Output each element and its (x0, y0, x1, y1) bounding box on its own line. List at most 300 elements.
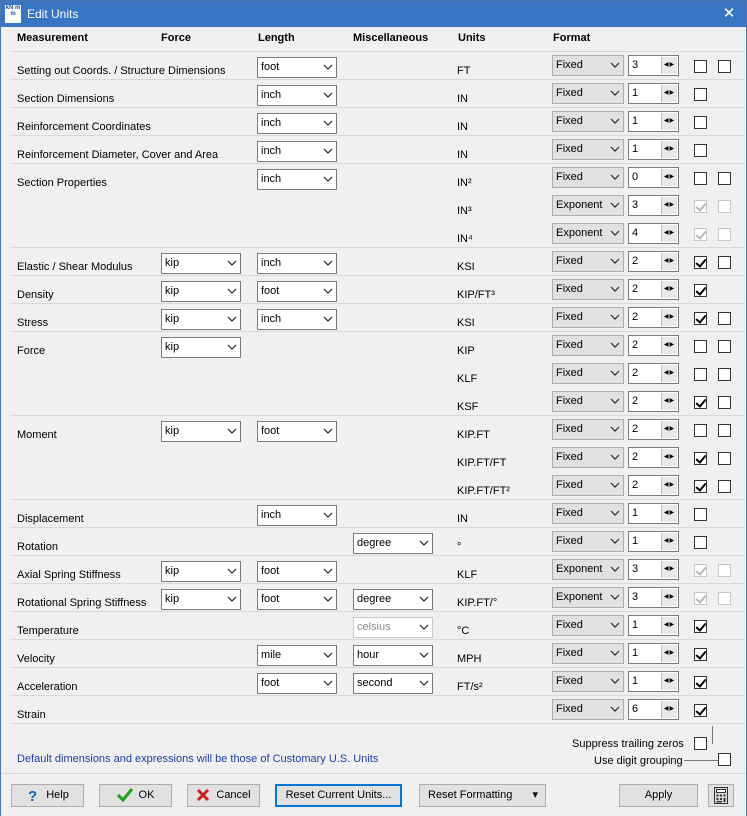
row-separator (10, 527, 745, 528)
precision-value: 1 (632, 675, 639, 687)
measurement-label: Force (17, 345, 46, 357)
precision-spinner[interactable] (628, 251, 679, 272)
precision-spinner[interactable] (628, 195, 679, 216)
measurement-label: Axial Spring Stiffness (17, 569, 121, 581)
suppress-zeros-checkbox[interactable] (694, 648, 707, 661)
format-value: Fixed (556, 367, 583, 379)
x-icon (196, 788, 210, 802)
format-value: Fixed (556, 339, 583, 351)
suppress-zeros-checkbox[interactable] (694, 88, 707, 101)
measurement-label: Section Dimensions (17, 93, 115, 105)
spinner-arrows-icon[interactable]: ◀▶ (661, 617, 677, 634)
precision-spinner[interactable] (628, 279, 679, 300)
measurement-label: Displacement (17, 513, 84, 525)
suppress-zeros-checkbox[interactable] (694, 340, 707, 353)
force-dropdown[interactable] (161, 253, 241, 274)
format-dropdown[interactable] (552, 419, 624, 440)
precision-value: 2 (632, 451, 639, 463)
suppress-zeros-checkbox[interactable] (694, 116, 707, 129)
format-dropdown[interactable] (552, 279, 624, 300)
suppress-zeros-checkbox[interactable] (694, 368, 707, 381)
row-separator (10, 303, 745, 304)
length-dropdown-value: inch (261, 145, 282, 157)
format-value: Fixed (556, 283, 583, 295)
force-dropdown-value: kip (165, 341, 180, 353)
measurement-label: Elastic / Shear Modulus (17, 261, 133, 273)
format-dropdown[interactable] (552, 615, 624, 636)
suppress-zeros-checkbox[interactable] (694, 144, 707, 157)
length-dropdown-value: foot (261, 285, 280, 297)
precision-value: 3 (632, 563, 639, 575)
precision-spinner[interactable] (628, 167, 679, 188)
format-dropdown[interactable] (552, 167, 624, 188)
spinner-arrows-icon[interactable]: ◀▶ (661, 85, 677, 102)
spinner-arrows-icon[interactable]: ◀▶ (661, 281, 677, 298)
header-separator (10, 51, 745, 52)
force-dropdown-value: kip (165, 285, 180, 297)
option-bracket (712, 726, 713, 744)
grid-bottom-separator (10, 723, 745, 724)
misc-dropdown[interactable] (353, 589, 433, 610)
spinner-arrows-icon[interactable]: ◀▶ (661, 645, 677, 662)
length-dropdown[interactable] (257, 281, 337, 302)
precision-spinner[interactable] (628, 475, 679, 496)
precision-value: 3 (632, 591, 639, 603)
measurement-label: Reinforcement Coordinates (17, 121, 151, 133)
unit-label: IN (457, 149, 468, 161)
measurement-label: Reinforcement Diameter, Cover and Area (17, 149, 219, 161)
app-icon: kN m m (5, 5, 21, 23)
header-miscellaneous: Miscellaneous (353, 32, 429, 44)
suppress-zeros-checkbox[interactable] (694, 704, 707, 717)
reset-formatting-label: Reset Formatting (428, 789, 513, 801)
length-dropdown-value: inch (261, 89, 282, 101)
length-dropdown[interactable] (257, 421, 337, 442)
spinner-arrows-icon[interactable]: ◀▶ (661, 365, 677, 382)
precision-spinner[interactable] (628, 83, 679, 104)
precision-spinner[interactable] (628, 587, 679, 608)
format-dropdown[interactable] (552, 587, 624, 608)
format-value: Exponent (556, 591, 603, 603)
precision-value: 1 (632, 507, 639, 519)
apply-button[interactable]: Apply (619, 784, 698, 807)
spinner-arrows-icon[interactable]: ◀▶ (661, 589, 677, 606)
measurement-label: Temperature (17, 625, 79, 637)
force-dropdown-value: kip (165, 313, 180, 325)
measurement-label: Acceleration (17, 681, 78, 693)
cancel-label: Cancel (216, 789, 251, 801)
format-dropdown[interactable] (552, 391, 624, 412)
spinner-arrows-icon[interactable]: ◀▶ (661, 253, 677, 270)
unit-label: KIP.FT/° (457, 597, 498, 609)
spinner-arrows-icon[interactable]: ◀▶ (661, 421, 677, 438)
unit-label: KSI (457, 317, 475, 329)
suppress-trailing-zeros-label: Suppress trailing zeros (572, 738, 684, 750)
precision-value: 1 (632, 87, 639, 99)
misc-dropdown (353, 617, 433, 638)
precision-spinner[interactable] (628, 447, 679, 468)
measurement-label: Setting out Coords. / Structure Dimensions (17, 65, 226, 77)
format-dropdown[interactable] (552, 223, 624, 244)
format-dropdown[interactable] (552, 699, 624, 720)
format-value: Fixed (556, 703, 583, 715)
format-dropdown[interactable] (552, 671, 624, 692)
precision-value: 1 (632, 619, 639, 631)
format-dropdown[interactable] (552, 83, 624, 104)
precision-value: 6 (632, 703, 639, 715)
precision-value: 1 (632, 115, 639, 127)
close-icon[interactable]: ✕ (722, 5, 736, 22)
length-dropdown-value: inch (261, 509, 282, 521)
row-separator (10, 583, 745, 584)
format-dropdown[interactable] (552, 111, 624, 132)
format-value: Fixed (556, 143, 583, 155)
digit-grouping-checkbox[interactable] (718, 480, 731, 493)
unit-label: KLF (457, 373, 478, 385)
unit-label: FT/s² (457, 681, 483, 693)
precision-value: 1 (632, 143, 639, 155)
precision-value: 4 (632, 227, 639, 239)
precision-value: 2 (632, 367, 639, 379)
format-value: Exponent (556, 227, 603, 239)
precision-spinner[interactable] (628, 139, 679, 160)
measurement-label: Stress (17, 317, 49, 329)
unit-label: ° (457, 541, 462, 553)
format-dropdown[interactable] (552, 251, 624, 272)
unit-label: KLF (457, 569, 478, 581)
use-digit-grouping-label: Use digit grouping (594, 755, 683, 767)
suppress-zeros-checkbox[interactable] (694, 536, 707, 549)
length-dropdown[interactable] (257, 309, 337, 330)
precision-spinner[interactable] (628, 699, 679, 720)
suppress-zeros-checkbox[interactable] (694, 480, 707, 493)
format-value: Exponent (556, 199, 603, 211)
precision-value: 1 (632, 535, 639, 547)
precision-spinner[interactable] (628, 223, 679, 244)
unit-label: °C (457, 625, 470, 637)
unit-label: KIP.FT/FT² (457, 485, 510, 497)
precision-spinner[interactable] (628, 111, 679, 132)
row-separator (10, 695, 745, 696)
format-value: Fixed (556, 647, 583, 659)
format-value: Fixed (556, 59, 583, 71)
format-dropdown[interactable] (552, 195, 624, 216)
digit-grouping-checkbox[interactable] (718, 396, 731, 409)
length-dropdown-value: inch (261, 117, 282, 129)
precision-value: 2 (632, 479, 639, 491)
format-dropdown[interactable] (552, 335, 624, 356)
precision-spinner[interactable] (628, 391, 679, 412)
format-value: Fixed (556, 619, 583, 631)
header-force: Force (161, 32, 191, 44)
precision-value: 2 (632, 283, 639, 295)
precision-spinner[interactable] (628, 335, 679, 356)
row-separator (10, 107, 745, 108)
row-separator (10, 275, 745, 276)
unit-label: IN (457, 121, 468, 133)
length-dropdown-value: inch (261, 173, 282, 185)
precision-spinner[interactable] (628, 419, 679, 440)
suppress-zeros-checkbox[interactable] (694, 60, 707, 73)
precision-spinner[interactable] (628, 55, 679, 76)
unit-label: IN (457, 513, 468, 525)
length-dropdown-value: foot (261, 677, 280, 689)
force-dropdown[interactable] (161, 421, 241, 442)
digit-grouping-checkbox[interactable] (718, 424, 731, 437)
misc-dropdown[interactable] (353, 645, 433, 666)
force-dropdown[interactable] (161, 309, 241, 330)
precision-spinner[interactable] (628, 559, 679, 580)
precision-value: 2 (632, 423, 639, 435)
spinner-arrows-icon[interactable]: ◀▶ (661, 337, 677, 354)
row-separator (10, 499, 745, 500)
format-value: Fixed (556, 255, 583, 267)
length-dropdown[interactable] (257, 113, 337, 134)
precision-value: 2 (632, 395, 639, 407)
length-dropdown[interactable] (257, 141, 337, 162)
precision-spinner[interactable] (628, 503, 679, 524)
option-connector (684, 760, 718, 761)
use-digit-grouping-checkbox[interactable] (718, 753, 731, 766)
unit-label: IN³ (457, 205, 472, 217)
format-dropdown[interactable] (552, 503, 624, 524)
unit-label: FT (457, 65, 471, 77)
button-bar (1, 773, 746, 816)
measurement-label: Velocity (17, 653, 55, 665)
force-dropdown-value: kip (165, 593, 180, 605)
measurement-label: Strain (17, 709, 46, 721)
suppress-zeros-checkbox (694, 200, 707, 213)
length-dropdown[interactable] (257, 253, 337, 274)
force-dropdown-value: kip (165, 425, 180, 437)
misc-dropdown-value: degree (357, 593, 392, 605)
reset-current-units-button[interactable]: Reset Current Units... (275, 784, 402, 807)
digit-grouping-checkbox[interactable] (718, 340, 731, 353)
unit-label: KIP.FT/FT (457, 457, 507, 469)
misc-dropdown-value: second (357, 677, 393, 689)
length-dropdown[interactable] (257, 561, 337, 582)
spinner-arrows-icon[interactable]: ◀▶ (661, 57, 677, 74)
digit-grouping-checkbox[interactable] (718, 172, 731, 185)
header-format: Format (553, 32, 591, 44)
calculator-icon (714, 787, 728, 804)
force-dropdown[interactable] (161, 589, 241, 610)
length-dropdown[interactable] (257, 85, 337, 106)
window-title: Edit Units (27, 7, 79, 21)
digit-grouping-checkbox (718, 228, 731, 241)
spinner-arrows-icon[interactable]: ◀▶ (661, 393, 677, 410)
default-units-note: Default dimensions and expressions will be those of Customary U.S. Units (17, 753, 379, 765)
format-value: Fixed (556, 115, 583, 127)
precision-spinner[interactable] (628, 307, 679, 328)
format-value: Fixed (556, 87, 583, 99)
row-separator (10, 415, 745, 416)
format-value: Fixed (556, 311, 583, 323)
digit-grouping-checkbox (718, 564, 731, 577)
spinner-arrows-icon[interactable]: ◀▶ (661, 309, 677, 326)
question-icon (26, 788, 40, 802)
spinner-arrows-icon[interactable]: ◀▶ (661, 449, 677, 466)
suppress-zeros-checkbox[interactable] (694, 676, 707, 689)
svg-text:?: ? (28, 788, 38, 803)
unit-label: KIP.FT (457, 429, 490, 441)
length-dropdown-value: foot (261, 61, 280, 73)
caret-down-icon: ▾ (532, 789, 538, 801)
format-value: Fixed (556, 171, 583, 183)
format-value: Exponent (556, 563, 603, 575)
format-value: Fixed (556, 479, 583, 491)
checkmark-icon (117, 788, 133, 802)
ok-button[interactable] (99, 784, 172, 807)
suppress-zeros-checkbox[interactable] (694, 284, 707, 297)
row-separator (10, 639, 745, 640)
row-separator (10, 135, 745, 136)
digit-grouping-checkbox[interactable] (718, 368, 731, 381)
spinner-arrows-icon[interactable]: ◀▶ (661, 225, 677, 242)
unit-label: IN (457, 93, 468, 105)
length-dropdown[interactable] (257, 673, 337, 694)
header-length: Length (258, 32, 295, 44)
digit-grouping-checkbox[interactable] (718, 312, 731, 325)
row-separator (10, 331, 745, 332)
format-dropdown[interactable] (552, 363, 624, 384)
help-label: Help (46, 789, 69, 801)
spinner-arrows-icon[interactable]: ◀▶ (661, 113, 677, 130)
misc-dropdown[interactable] (353, 533, 433, 554)
suppress-zeros-checkbox[interactable] (694, 396, 707, 409)
spinner-arrows-icon[interactable]: ◀▶ (661, 141, 677, 158)
spinner-arrows-icon[interactable]: ◀▶ (661, 477, 677, 494)
format-dropdown[interactable] (552, 531, 624, 552)
format-value: Fixed (556, 675, 583, 687)
format-dropdown[interactable] (552, 307, 624, 328)
unit-label: MPH (457, 653, 482, 665)
spinner-arrows-icon[interactable]: ◀▶ (661, 561, 677, 578)
force-dropdown-value: kip (165, 257, 180, 269)
unit-label: KSI (457, 261, 475, 273)
precision-spinner[interactable] (628, 671, 679, 692)
format-dropdown[interactable] (552, 475, 624, 496)
precision-value: 3 (632, 199, 639, 211)
length-dropdown[interactable] (257, 645, 337, 666)
measurement-label: Rotational Spring Stiffness (17, 597, 147, 609)
format-value: Fixed (556, 535, 583, 547)
misc-dropdown-value: degree (357, 537, 392, 549)
unit-label: KIP/FT³ (457, 289, 495, 301)
force-dropdown[interactable] (161, 337, 241, 358)
digit-grouping-checkbox[interactable] (718, 452, 731, 465)
format-dropdown[interactable] (552, 559, 624, 580)
precision-spinner[interactable] (628, 643, 679, 664)
suppress-zeros-checkbox[interactable] (694, 424, 707, 437)
suppress-zeros-checkbox[interactable] (694, 620, 707, 633)
spinner-arrows-icon[interactable]: ◀▶ (661, 505, 677, 522)
length-dropdown[interactable] (257, 589, 337, 610)
length-dropdown-value: foot (261, 565, 280, 577)
suppress-zeros-checkbox (694, 228, 707, 241)
suppress-trailing-zeros-checkbox[interactable] (694, 737, 707, 750)
row-separator (10, 79, 745, 80)
digit-grouping-checkbox[interactable] (718, 256, 731, 269)
format-dropdown[interactable] (552, 643, 624, 664)
suppress-zeros-checkbox[interactable] (694, 256, 707, 269)
length-dropdown-value: foot (261, 425, 280, 437)
force-dropdown[interactable] (161, 561, 241, 582)
length-dropdown[interactable] (257, 505, 337, 526)
precision-value: 2 (632, 255, 639, 267)
suppress-zeros-checkbox[interactable] (694, 172, 707, 185)
precision-value: 2 (632, 339, 639, 351)
precision-spinner[interactable] (628, 363, 679, 384)
suppress-zeros-checkbox[interactable] (694, 508, 707, 521)
format-dropdown[interactable] (552, 139, 624, 160)
suppress-zeros-checkbox (694, 564, 707, 577)
suppress-zeros-checkbox[interactable] (694, 452, 707, 465)
format-dropdown[interactable] (552, 447, 624, 468)
suppress-zeros-checkbox (694, 592, 707, 605)
force-dropdown[interactable] (161, 281, 241, 302)
help-button[interactable] (11, 784, 84, 807)
force-dropdown-value: kip (165, 565, 180, 577)
reset-formatting-button[interactable] (419, 784, 546, 807)
row-separator (10, 247, 745, 248)
length-dropdown[interactable] (257, 169, 337, 190)
row-separator (10, 163, 745, 164)
length-dropdown-value: inch (261, 257, 282, 269)
unit-label: IN² (457, 177, 472, 189)
title-bar (1, 1, 746, 27)
digit-grouping-checkbox[interactable] (718, 60, 731, 73)
format-value: Fixed (556, 507, 583, 519)
spinner-arrows-icon[interactable]: ◀▶ (661, 197, 677, 214)
length-dropdown-value: mile (261, 649, 282, 661)
length-dropdown[interactable] (257, 57, 337, 78)
format-value: Fixed (556, 451, 583, 463)
spinner-arrows-icon[interactable]: ◀▶ (661, 533, 677, 550)
calculator-button[interactable] (708, 784, 734, 807)
precision-value: 1 (632, 647, 639, 659)
measurement-label: Rotation (17, 541, 58, 553)
unit-label: KSF (457, 401, 479, 413)
misc-dropdown-value: hour (357, 649, 380, 661)
precision-value: 3 (632, 59, 639, 71)
spinner-arrows-icon[interactable]: ◀▶ (661, 169, 677, 186)
spinner-arrows-icon[interactable]: ◀▶ (661, 701, 677, 718)
format-value: Fixed (556, 423, 583, 435)
misc-dropdown[interactable] (353, 673, 433, 694)
precision-value: 0 (632, 171, 639, 183)
ok-label: OK (138, 789, 155, 801)
header-units: Units (458, 32, 486, 44)
row-separator (10, 611, 745, 612)
header-measurement: Measurement (17, 32, 88, 44)
precision-spinner[interactable] (628, 615, 679, 636)
row-separator (10, 555, 745, 556)
length-dropdown-value: inch (261, 313, 282, 325)
format-dropdown[interactable] (552, 55, 624, 76)
digit-grouping-checkbox (718, 592, 731, 605)
cancel-button[interactable] (187, 784, 260, 807)
digit-grouping-checkbox (718, 200, 731, 213)
precision-spinner[interactable] (628, 531, 679, 552)
misc-dropdown-value: celsius (357, 621, 391, 633)
measurement-label: Section Properties (17, 177, 107, 189)
length-dropdown-value: foot (261, 593, 280, 605)
suppress-zeros-checkbox[interactable] (694, 312, 707, 325)
precision-value: 2 (632, 311, 639, 323)
format-value: Fixed (556, 395, 583, 407)
spinner-arrows-icon[interactable]: ◀▶ (661, 673, 677, 690)
